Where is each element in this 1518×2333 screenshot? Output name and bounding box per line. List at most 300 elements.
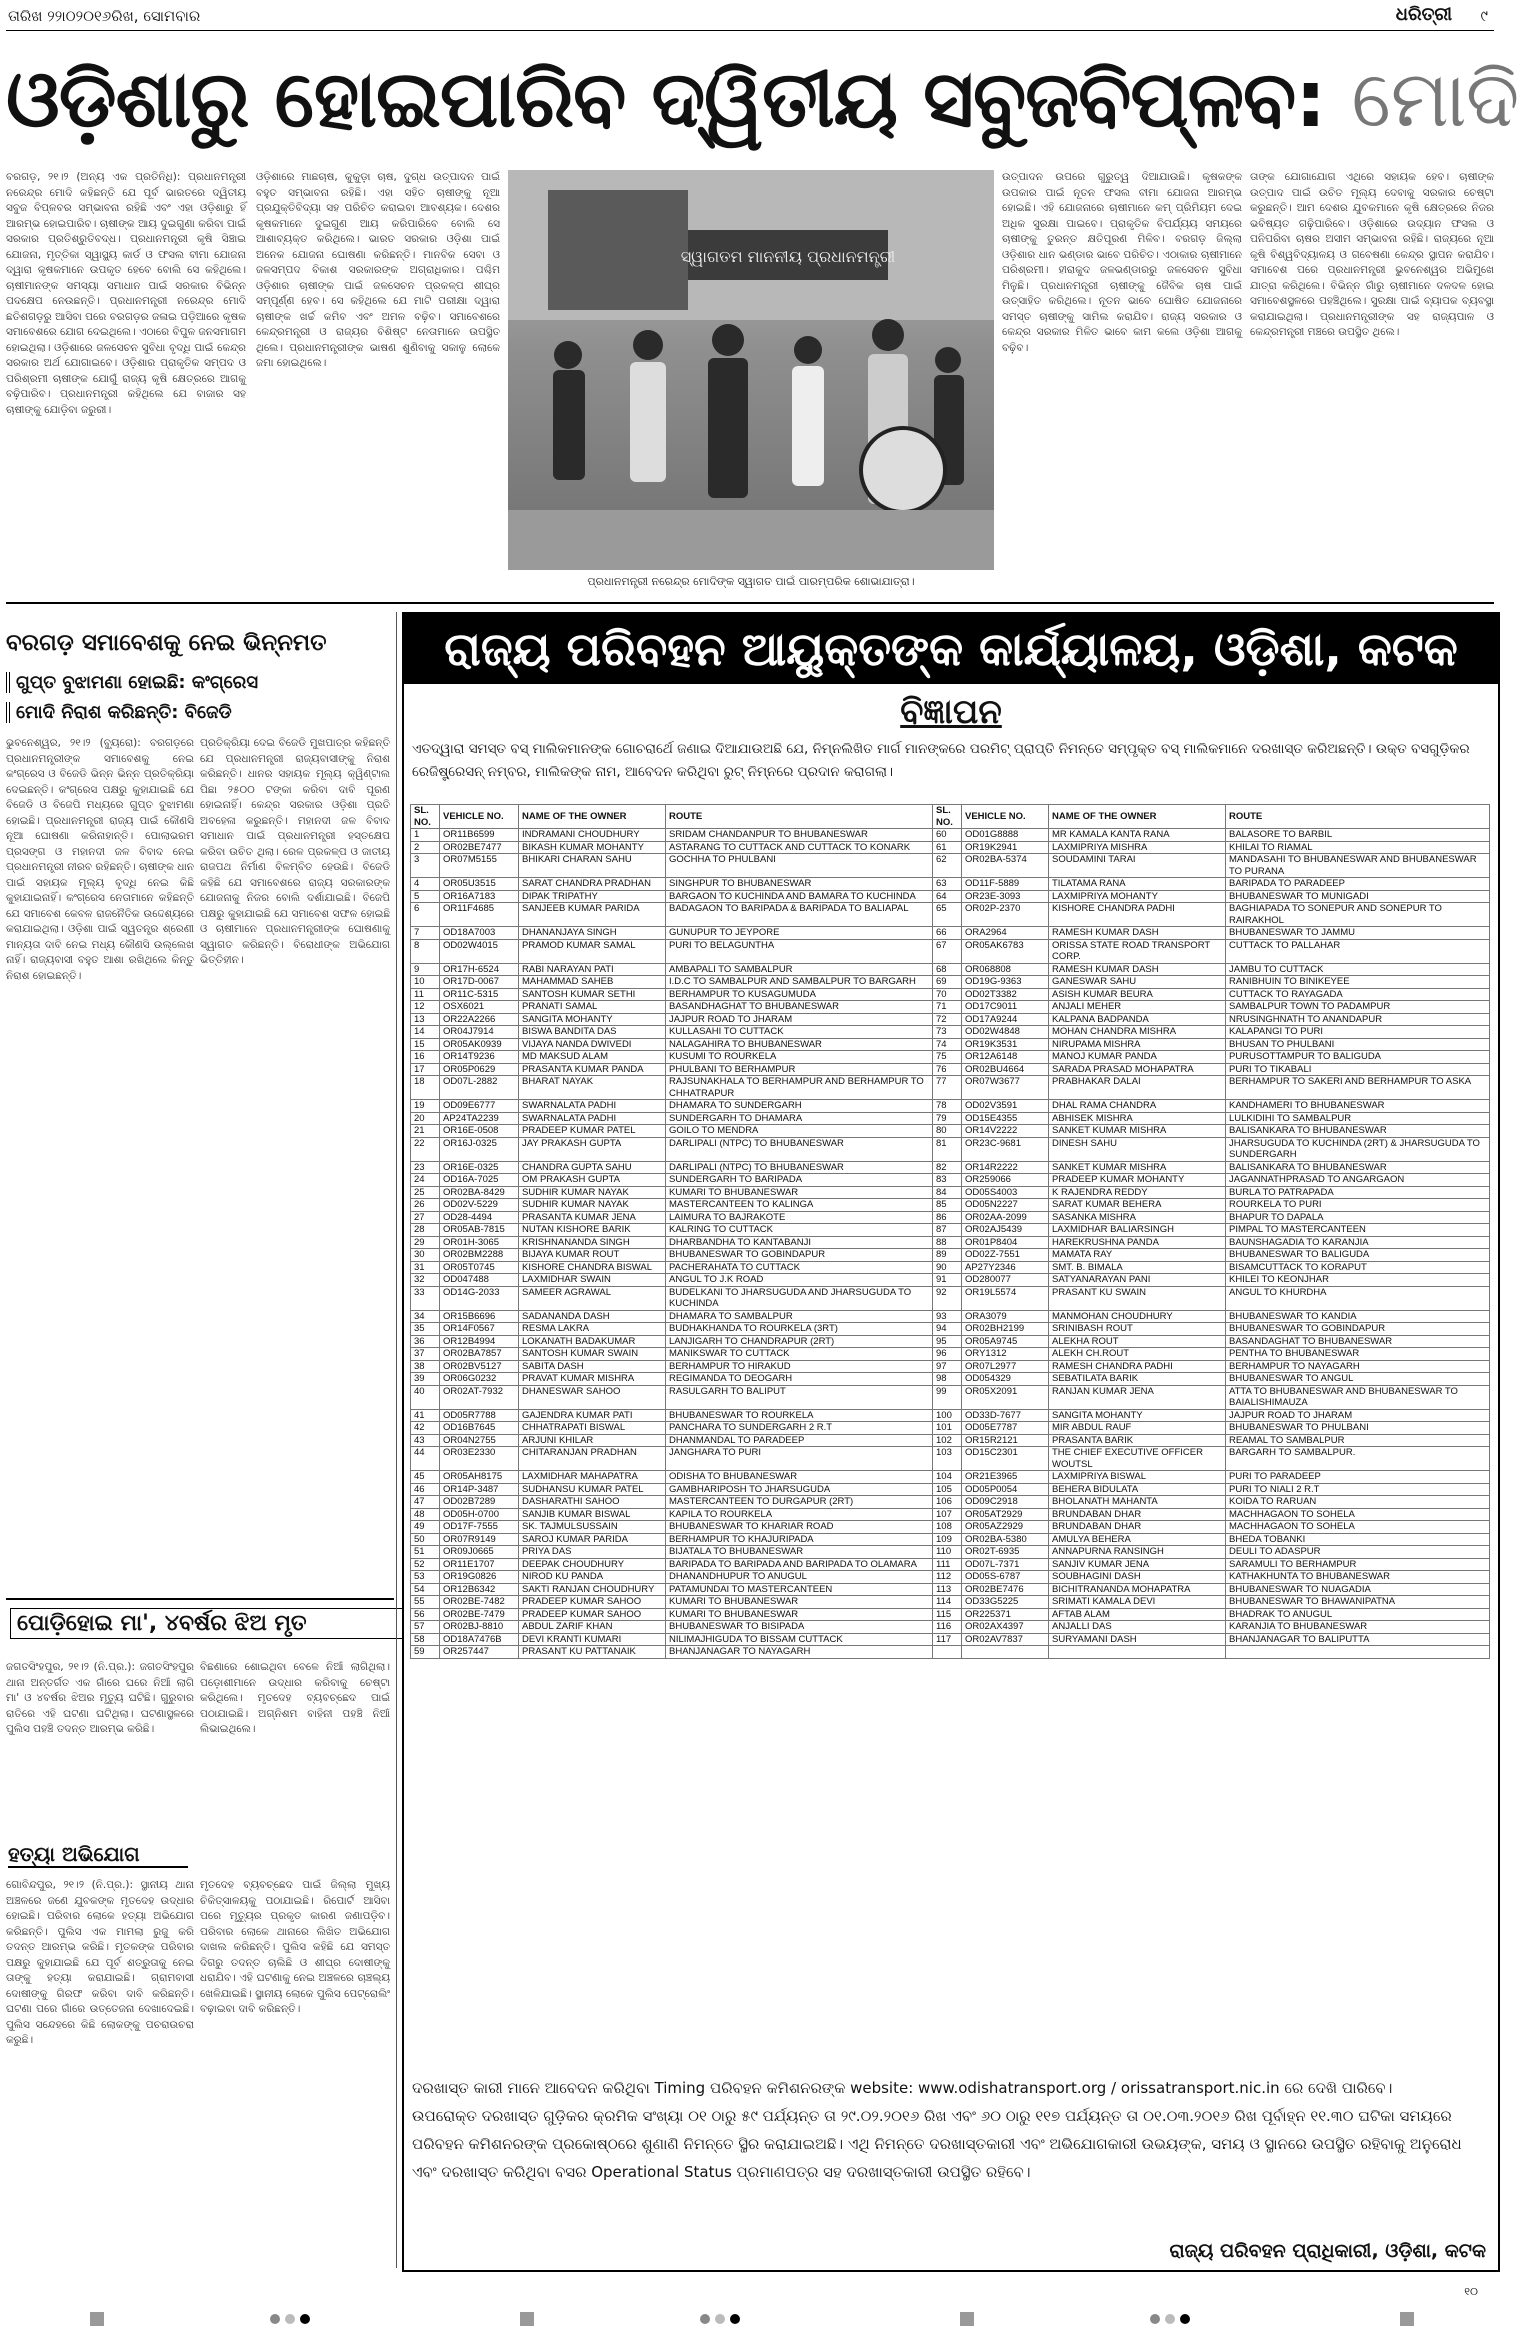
cell-owner-name: PRADEEP KUMAR MOHANTY (1049, 1174, 1226, 1187)
cell-vehicle-no: OR02AJ5439 (962, 1224, 1049, 1237)
cell-owner-name: PRASANT KU SWAIN (1049, 1286, 1226, 1310)
cell-vehicle-no: OD07L-2882 (440, 1076, 519, 1100)
cell-sl-no: 112 (933, 1571, 962, 1584)
cell-vehicle-no: OD17C9011 (962, 1001, 1049, 1014)
cell-vehicle-no: OD18A7003 (440, 927, 519, 940)
permit-table-row (411, 1335, 1490, 1348)
cell-sl-no: 33 (411, 1286, 440, 1310)
permit-table-row (411, 1621, 1490, 1634)
cell-sl-no: 72 (933, 1013, 962, 1026)
cell-route: MASTERCANTEEN TO DURGAPUR (2RT) (666, 1496, 933, 1509)
cell-sl-no: 113 (933, 1583, 962, 1596)
cell-owner-name: DHAL RAMA CHANDRA (1049, 1100, 1226, 1113)
cell-sl-no: 91 (933, 1274, 962, 1287)
cell-owner-name: LAXMIDHAR BALIARSINGH (1049, 1224, 1226, 1237)
cell-route: KATHAKHUNTA TO BHUBANESWAR (1226, 1571, 1490, 1584)
cell-sl-no: 42 (411, 1422, 440, 1435)
welcome-banner: ସ୍ୱାଗତମ ମାନନୀୟ ପ୍ରଧାନମନ୍ତ୍ରୀ (680, 247, 896, 266)
story3-title: ହତ୍ୟା ଅଭିଯୋଗ (8, 1842, 188, 1868)
cell-sl-no: 83 (933, 1174, 962, 1187)
cell-vehicle-no: OR14F0567 (440, 1323, 519, 1336)
cell-route: GOCHHA TO PHULBANI (666, 854, 933, 878)
cell-vehicle-no: OR14T9236 (440, 1051, 519, 1064)
cell-sl-no: 55 (411, 1596, 440, 1609)
cell-vehicle-no: OD14G-2033 (440, 1286, 519, 1310)
cell-owner-name: BHARAT NAYAK (519, 1076, 666, 1100)
cell-route: DHAMARA TO SUNDERGARH (666, 1100, 933, 1113)
cell-route: MACHHAGAON TO SOHELA (1226, 1521, 1490, 1534)
cell-route: CUTTACK TO PALLAHAR (1226, 939, 1490, 963)
cell-owner-name: SAROJ KUMAR PARIDA (519, 1533, 666, 1546)
cell-vehicle-no: OR05AB-7815 (440, 1224, 519, 1237)
cell-sl-no: 65 (933, 903, 962, 927)
cell-owner-name: SRINIBASH ROUT (1049, 1323, 1226, 1336)
masthead-bar (6, 4, 1494, 31)
cell-vehicle-no: OR11E1707 (440, 1558, 519, 1571)
permit-table-row (411, 1001, 1490, 1014)
cell-vehicle-no: OD05S-6787 (962, 1571, 1049, 1584)
cell-owner-name: BISWA BANDITA DAS (519, 1026, 666, 1039)
cell-vehicle-no: OD15C2301 (962, 1447, 1049, 1471)
cell-vehicle-no: OR23E-3093 (962, 890, 1049, 903)
cell-sl-no: 60 (933, 829, 962, 842)
cell-owner-name: LAXMIPRIYA MISHRA (1049, 841, 1226, 854)
cell-route: BHUSAN TO PHULBANI (1226, 1038, 1490, 1051)
permit-table-row (411, 1076, 1490, 1100)
cell-vehicle-no: AP27Y2346 (962, 1261, 1049, 1274)
cell-vehicle-no: OR12A6148 (962, 1051, 1049, 1064)
cell-owner-name: BHIKARI CHARAN SAHU (519, 854, 666, 878)
cell-vehicle-no: OR05AT2929 (962, 1508, 1049, 1521)
cell-owner-name: SAKTI RANJAN CHOUDHURY (519, 1583, 666, 1596)
cell-route: PANCHARA TO SUNDERGARH 2 R.T (666, 1422, 933, 1435)
cell-sl-no: 28 (411, 1224, 440, 1237)
cell-route: PATAMUNDAI TO MASTERCANTEEN (666, 1583, 933, 1596)
permit-table-row (411, 1521, 1490, 1534)
cell-owner-name: GANESWAR SAHU (1049, 976, 1226, 989)
permit-table-row (411, 1434, 1490, 1447)
cell-route: BALISANKARA TO BHUBANESWAR (1226, 1161, 1490, 1174)
cell-vehicle-no: OR07L2977 (962, 1360, 1049, 1373)
cell-owner-name: SADANANDA DASH (519, 1310, 666, 1323)
cell-sl-no: 44 (411, 1447, 440, 1471)
cell-sl-no: 31 (411, 1261, 440, 1274)
cell-sl-no: 38 (411, 1360, 440, 1373)
cell-vehicle-no: OR11F4685 (440, 903, 519, 927)
cell-sl-no: 36 (411, 1335, 440, 1348)
cell-vehicle-no: OR07M5155 (440, 854, 519, 878)
cell-vehicle-no: OSX6021 (440, 1001, 519, 1014)
cell-owner-name: SUDHIR KUMAR NAYAK (519, 1199, 666, 1212)
cell-route: BERHAMPUR TO HIRAKUD (666, 1360, 933, 1373)
permit-table-row (411, 890, 1490, 903)
cell-sl-no: 93 (933, 1310, 962, 1323)
cell-vehicle-no: OD02B7289 (440, 1496, 519, 1509)
cell-sl-no: 103 (933, 1447, 962, 1471)
cell-route: BHUBANESWAR TO GOBINDAPUR (666, 1249, 933, 1262)
cell-owner-name: MD MAKSUD ALAM (519, 1051, 666, 1064)
cell-vehicle-no: OR257447 (440, 1646, 519, 1659)
cell-owner-name: PRADEEP KUMAR SAHOO (519, 1596, 666, 1609)
page-code: ୧୦ (1464, 2285, 1478, 2298)
cell-sl-no: 50 (411, 1533, 440, 1546)
cell-route: BUDHAKHANDA TO ROURKELA (3RT) (666, 1323, 933, 1336)
cell-vehicle-no: OD01G8888 (962, 829, 1049, 842)
cell-sl-no: 63 (933, 878, 962, 891)
cell-vehicle-no: OD17F-7555 (440, 1521, 519, 1534)
cell-vehicle-no: OR05X2091 (962, 1385, 1049, 1409)
cell-owner-name: SANTOSH KUMAR SWAIN (519, 1348, 666, 1361)
cell-sl-no: 116 (933, 1621, 962, 1634)
permit-table-row (411, 841, 1490, 854)
cell-owner-name: VIJAYA NANDA DWIVEDI (519, 1038, 666, 1051)
cell-owner-name: DHANANJAYA SINGH (519, 927, 666, 940)
cell-route: JHARSUGUDA TO KUCHINDA (2RT) & JHARSUGUDA TO SUNDERGARH (1226, 1137, 1490, 1161)
cell-sl-no: 94 (933, 1323, 962, 1336)
permit-table-row (411, 1508, 1490, 1521)
cell-vehicle-no: OD05N2227 (962, 1199, 1049, 1212)
ad-signature: ରାଜ୍ୟ ପରିବହନ ପ୍ରାଧିକାରୀ, ଓଡ଼ିଶା, କଟକ (1169, 2240, 1486, 2262)
cell-route: SUNDERGARH TO DHAMARA (666, 1112, 933, 1125)
cell-route: MASTERCANTEEN TO KALINGA (666, 1199, 933, 1212)
cell-vehicle-no: OR15B6696 (440, 1310, 519, 1323)
cell-vehicle-no: OR05A9745 (962, 1335, 1049, 1348)
cell-sl-no: 81 (933, 1137, 962, 1161)
cell-route: BHEDA TOBANKI (1226, 1533, 1490, 1546)
cell-route: BHUBANESWAR TO ANGUL (1226, 1373, 1490, 1386)
cell-vehicle-no: OD07L-7371 (962, 1558, 1049, 1571)
cell-owner-name: MOHAN CHANDRA MISHRA (1049, 1026, 1226, 1039)
cell-route: NALAGAHIRA TO BHUBANESWAR (666, 1038, 933, 1051)
cell-owner-name: BRUNDABAN DHAR (1049, 1508, 1226, 1521)
cell-route: BHUBANESWAR TO JAMMU (1226, 927, 1490, 940)
cell-sl-no: 115 (933, 1608, 962, 1621)
cell-sl-no: 98 (933, 1373, 962, 1386)
permit-table-row (411, 903, 1490, 927)
cell-vehicle-no: OR19K2941 (962, 841, 1049, 854)
cell-vehicle-no: OR16J-0325 (440, 1137, 519, 1161)
permit-table-row (411, 988, 1490, 1001)
cell-vehicle-no: OR19K3531 (962, 1038, 1049, 1051)
cell-sl-no: 76 (933, 1063, 962, 1076)
cell-owner-name: INDRAMANI CHOUDHURY (519, 829, 666, 842)
permit-table-row (411, 963, 1490, 976)
cell-sl-no: 96 (933, 1348, 962, 1361)
cell-sl-no: 99 (933, 1385, 962, 1409)
cell-owner-name: RANJAN KUMAR JENA (1049, 1385, 1226, 1409)
permit-table-row (411, 1112, 1490, 1125)
cell-sl-no: 45 (411, 1471, 440, 1484)
cell-owner-name: NIRUPAMA MISHRA (1049, 1038, 1226, 1051)
cell-sl-no: 21 (411, 1125, 440, 1138)
cell-vehicle-no: OR02AX4397 (962, 1621, 1049, 1634)
cell-owner-name: BIKASH KUMAR MOHANTY (519, 841, 666, 854)
cell-sl-no: 35 (411, 1323, 440, 1336)
cell-owner-name: SANGITA MOHANTY (1049, 1409, 1226, 1422)
cell-owner-name: DHANESWAR SAHOO (519, 1385, 666, 1409)
cell-owner-name: SURYAMANI DASH (1049, 1633, 1226, 1646)
cell-owner-name: SANJEEB KUMAR PARIDA (519, 903, 666, 927)
permit-table-row (411, 1483, 1490, 1496)
cell-vehicle-no: OR14P-3487 (440, 1483, 519, 1496)
cell-vehicle-no: OD05R7788 (440, 1409, 519, 1422)
cell-owner-name: KISHORE CHANDRA PADHI (1049, 903, 1226, 927)
cell-vehicle-no: OR11B6599 (440, 829, 519, 842)
lead-story-col-2: ଓଡ଼ିଶାରେ ମାଛଚାଷ, କୁକୁଡ଼ା ଚାଷ, ଦୁଗ୍ଧ ଉତ୍ପାଦନ ପାଇଁ ବହୁତ ସମ୍ଭାବନା ରହିଛି। ଏହା ସହିତ ଚାଷୀଙ୍କୁ ନୂଆ ପ୍ରଯୁକ୍ତିବିଦ୍ୟା ସହ ପରିଚିତ କରାଇବା ଆବଶ୍ୟକ। ଦେଶର କୃଷକମାନେ ଦୁଇଗୁଣ ଆୟ କରିପାରିବେ ବୋଲି ସେ ଆଶାବ୍ୟକ୍ତ କରିଥିଲେ। ଭାରତ ସରକାର ଓଡ଼ିଶା ପାଇଁ ଅନେକ ଯୋଜନା ଘୋଷଣା କରିଛନ୍ତି। ମାନବିକ ସେବା ଓ ଜଳସମ୍ପଦ ବିକାଶ ସରକାରଙ୍କ ଅଗ୍ରାଧିକାର। ପଶ୍ଚିମ ଓଡ଼ିଶାର ଚାଷୀଙ୍କ ପାଇଁ ଜଳସେଚନ ପ୍ରକଳ୍ପ ଶୀଘ୍ର ସମ୍ପୂର୍ଣ୍ଣ ହେବ। ସେ କହିଥିଲେ ଯେ ମାଟି ପରୀକ୍ଷା ଦ୍ୱାରା ଚାଷୀଙ୍କ ଖର୍ଚ୍ଚ କମିବ ଏବଂ ଅମଳ ବଢ଼ିବ। ସମାବେଶରେ କେନ୍ଦ୍ରମନ୍ତ୍ରୀ ଓ ରାଜ୍ୟର ବିଶିଷ୍ଟ ନେତାମାନେ ଉପସ୍ଥିତ ଥିଲେ। ପ୍ରଧାନମନ୍ତ୍ରୀଙ୍କ ଭାଷଣ ଶୁଣିବାକୁ ସକାଳୁ ଲୋକେ ଜମା ହୋଇଥିଲେ। (256, 171, 500, 369)
cell-owner-name: SUDHANSU KUMAR PATEL (519, 1483, 666, 1496)
cell-route: BADAGAON TO BARIPADA & BARIPADA TO BALIAPAL (666, 903, 933, 927)
cell-sl-no: 82 (933, 1161, 962, 1174)
cell-route: BERHAMPUR TO NAYAGARH (1226, 1360, 1490, 1373)
cell-sl-no: 26 (411, 1199, 440, 1212)
cell-owner-name: ORISSA STATE ROAD TRANSPORT CORP. (1049, 939, 1226, 963)
cell-vehicle-no: OR11C-5315 (440, 988, 519, 1001)
cell-route: BHUBANESWAR TO PHULBANI (1226, 1422, 1490, 1435)
cell-route: SINGHPUR TO BHUBANESWAR (666, 878, 933, 891)
cell-sl-no: 30 (411, 1249, 440, 1262)
cell-route: BISAMCUTTACK TO KORAPUT (1226, 1261, 1490, 1274)
cell-route: REGIMANDA TO DEOGARH (666, 1373, 933, 1386)
cell-vehicle-no: OD09E6777 (440, 1100, 519, 1113)
cell-vehicle-no: OR02BA-5380 (962, 1533, 1049, 1546)
cell-route (1226, 1646, 1490, 1659)
cell-owner-name: SAMEER AGRAWAL (519, 1286, 666, 1310)
lead-story-col-1: ବରଗଡ଼, ୨୧।୨ (ଅନ୍ୟ ଏକ ପ୍ରତିନିଧି): ପ୍ରଧାନମନ୍ତ୍ରୀ ନରେନ୍ଦ୍ର ମୋଦି କହିଛନ୍ତି ଯେ ପୂର୍ବ ଭାରତରେ ଦ୍ୱିତୀୟ ସବୁଜ ବିପ୍ଳବର ସମ୍ଭାବନା ରହିଛି ଏବଂ ଏହା ଓଡ଼ିଶାରୁ ହିଁ ଆରମ୍ଭ ହୋଇପାରିବ। ଚାଷୀଙ୍କ ଆୟ ଦୁଇଗୁଣା କରିବା ପାଇଁ ସରକାର ପ୍ରତିଶ୍ରୁତିବଦ୍ଧ। ପ୍ରଧାନମନ୍ତ୍ରୀ କୃଷି ସିଞ୍ଚାଇ ଯୋଜନା, ମୃତ୍ତିକା ସ୍ୱାସ୍ଥ୍ୟ କାର୍ଡ ଓ ଫସଲ ବୀମା ଯୋଜନା ଦ୍ୱାରା କୃଷକମାନେ ଉପକୃତ ହେବେ ବୋଲି ସେ କହିଥିଲେ। ଚାଷୀମାନଙ୍କ ସମସ୍ୟା ସମାଧାନ ପାଇଁ ସରକାର ବିଭିନ୍ନ ପଦକ୍ଷେପ ନେଉଛନ୍ତି। ପ୍ରଧାନମନ୍ତ୍ରୀ ନରେନ୍ଦ୍ର ମୋଦି ଛତିଶଗଡ଼ରୁ ଆସିବା ପରେ ବରଗଡ଼ର ଜଳାଇ ପଡ଼ିଆରେ କୃଷକ ସମାବେଶରେ ଯୋଗ ଦେଇଥିଲେ। ଏଠାରେ ବିପୁଳ ଜନସମାଗମ ହୋଇଥିଲା। ଓଡ଼ିଶାରେ ଜଳସେଚନ ସୁବିଧା ବୃଦ୍ଧି ପାଇଁ କେନ୍ଦ୍ର ସରକାର ଅର୍ଥ ଯୋଗାଇବେ। ଓଡ଼ିଶାର ପ୍ରାକୃତିକ ସମ୍ପଦ ଓ ପରିଶ୍ରମୀ ଚାଷୀଙ୍କ ଯୋଗୁଁ ରାଜ୍ୟ କୃଷି କ୍ଷେତ୍ରରେ ଆଗକୁ ବଢ଼ିପାରିବ। ପ୍ରଧାନମନ୍ତ୍ରୀ କହିଥିଲେ ଯେ ବାଜାର ସହ ଚାଷୀଙ୍କୁ ଯୋଡ଼ିବା ଜରୁରୀ। (6, 171, 246, 416)
cell-sl-no: 40 (411, 1385, 440, 1409)
permit-table-row (411, 1471, 1490, 1484)
cell-route: SRIDAM CHANDANPUR TO BHUBANESWAR (666, 829, 933, 842)
cell-owner-name: LOKANATH BADAKUMAR (519, 1335, 666, 1348)
story3-col-2: ମୃତଦେହ ବ୍ୟବଚ୍ଛେଦ ପାଇଁ ଜିଲ୍ଲା ମୁଖ୍ୟ ଚିକିତ୍ସାଳୟକୁ ପଠାଯାଇଛି। ରିପୋର୍ଟ ଆସିବା ପରେ ମୃତ୍ୟୁର ପ୍ରକୃତ କାରଣ ଜଣାପଡ଼ିବ। ପରିବାର ଲୋକେ ଥାନାରେ ଲିଖିତ ଅଭିଯୋଗ ଦାଖଲ କରିଛନ୍ତି। ପୁଲିସ କହିଛି ଯେ ସମସ୍ତ ଦିଗରୁ ତଦନ୍ତ ଚାଲିଛି ଓ ଶୀଘ୍ର ଦୋଷୀଙ୍କୁ ଧରାଯିବ। ଏହି ଘଟଣାକୁ ନେଇ ଅଞ୍ଚଳରେ ଚାଞ୍ଚଲ୍ୟ ଖେଳିଯାଇଛି। ସ୍ଥାନୀୟ ଲୋକେ ପୁଲିସ ପେଟ୍ରୋଲିଂ ବଢ଼ାଇବା ଦାବି କରିଛନ୍ତି। (200, 1879, 390, 2015)
cell-sl-no: 4 (411, 878, 440, 891)
cell-route: PURUSOTTAMPUR TO BALIGUDA (1226, 1051, 1490, 1064)
cell-sl-no: 20 (411, 1112, 440, 1125)
cell-sl-no: 53 (411, 1571, 440, 1584)
cell-sl-no: 111 (933, 1558, 962, 1571)
cell-owner-name: ABDUL ZARIF KHAN (519, 1621, 666, 1634)
cell-vehicle-no: OR23C-9681 (962, 1137, 1049, 1161)
cell-route: KANDHAMERI TO BHUBANESWAR (1226, 1100, 1490, 1113)
cell-vehicle-no: OD05S4003 (962, 1186, 1049, 1199)
cell-sl-no: 13 (411, 1013, 440, 1026)
cell-owner-name: DIPAK TRIPATHY (519, 890, 666, 903)
permit-table-row (411, 1274, 1490, 1287)
cell-owner-name: SWARNALATA PADHI (519, 1100, 666, 1113)
cell-route: I.D.C TO SAMBALPUR AND SAMBALPUR TO BARGARH (666, 976, 933, 989)
cell-route: BUDELKANI TO JHARSUGUDA AND JHARSUGUDA TO KUCHINDA (666, 1286, 933, 1310)
cell-sl-no: 56 (411, 1608, 440, 1621)
cell-vehicle-no: OR16E-0325 (440, 1161, 519, 1174)
cell-sl-no: 101 (933, 1422, 962, 1435)
print-mark (1150, 2314, 1160, 2324)
print-mark (715, 2314, 725, 2324)
cell-owner-name: CHITARANJAN PRADHAN (519, 1447, 666, 1471)
cell-owner-name: ABHISEK MISHRA (1049, 1112, 1226, 1125)
permit-table-row (411, 1051, 1490, 1064)
cell-sl-no: 92 (933, 1286, 962, 1310)
permit-table-row (411, 1125, 1490, 1138)
permit-table-row (411, 1310, 1490, 1323)
cell-vehicle-no: OR14V2222 (962, 1125, 1049, 1138)
headline-name: ମୋଦି (1351, 55, 1518, 145)
cell-owner-name: THE CHIEF EXECUTIVE OFFICER WOUTSL (1049, 1447, 1226, 1471)
cell-owner-name: KALPANA BADPANDA (1049, 1013, 1226, 1026)
cell-vehicle-no: ORY1312 (962, 1348, 1049, 1361)
cell-route: JAMBU TO CUTTACK (1226, 963, 1490, 976)
permit-table-row (411, 1063, 1490, 1076)
cell-vehicle-no (962, 1646, 1049, 1659)
cell-sl-no: 69 (933, 976, 962, 989)
cell-sl-no: 17 (411, 1063, 440, 1076)
cell-owner-name: PRASANTA KUMAR PANDA (519, 1063, 666, 1076)
cell-owner-name: DASHARATHI SAHOO (519, 1496, 666, 1509)
cell-sl-no (933, 1646, 962, 1659)
cell-sl-no: 84 (933, 1186, 962, 1199)
permit-table-header (411, 805, 1490, 829)
cell-owner-name: SANKET KUMAR MISHRA (1049, 1161, 1226, 1174)
cell-route: REAMAL TO SAMBALPUR (1226, 1434, 1490, 1447)
cell-route: DHARBANDHA TO KANTABANJI (666, 1236, 933, 1249)
cell-owner-name: K RAJENDRA REDDY (1049, 1186, 1226, 1199)
photo-caption: ପ୍ରଧାନମନ୍ତ୍ରୀ ନରେନ୍ଦ୍ର ମୋଦିଙ୍କ ସ୍ୱାଗତ ପାଇଁ ପାରମ୍ପରିକ ଶୋଭାଯାତ୍ରା। (587, 575, 915, 588)
cell-route: ROURKELA TO PURI (1226, 1199, 1490, 1212)
cell-owner-name: DINESH SAHU (1049, 1137, 1226, 1161)
cell-vehicle-no: OR05AH8175 (440, 1471, 519, 1484)
cell-vehicle-no: OR07R9149 (440, 1533, 519, 1546)
cell-route: MACHHAGAON TO SOHELA (1226, 1508, 1490, 1521)
cell-vehicle-no: OD02W4015 (440, 939, 519, 963)
permit-table-row (411, 1447, 1490, 1471)
story3-col-1: ଗୋବିନ୍ଦପୁର, ୨୧।୨ (ନି.ପ୍ର.): ସ୍ଥାନୀୟ ଥାନା ଅଞ୍ଚଳରେ ଜଣେ ଯୁବକଙ୍କ ମୃତଦେହ ଉଦ୍ଧାର ହୋଇଛି। ପରିବାର ଲୋକେ ହତ୍ୟା ଅଭିଯୋଗ କରିଛନ୍ତି। ପୁଲିସ ଏକ ମାମଲା ରୁଜୁ କରି ତଦନ୍ତ ଆରମ୍ଭ କରିଛି। ମୃତକଙ୍କ ପରିବାର ପକ୍ଷରୁ କୁହାଯାଇଛି ଯେ ପୂର୍ବ ଶତ୍ରୁତାକୁ ନେଇ ତାଙ୍କୁ ହତ୍ୟା କରାଯାଇଛି। ଗ୍ରାମବାସୀ ଦୋଷୀଙ୍କୁ ଗିରଫ କରିବା ଦାବି କରିଛନ୍ତି। ଘଟଣା ପରେ ଗାଁରେ ଉତ୍ତେଜନା ଦେଖାଦେଇଛି। ପୁଲିସ ସନ୍ଦେହରେ କିଛି ଲୋକଙ୍କୁ ପଚରାଉଚରା କରୁଛି। (6, 1879, 194, 2046)
cell-route: DHANANDHUPUR TO ANUGUL (666, 1571, 933, 1584)
transport-advertisement (402, 612, 1500, 2272)
cell-sl-no: 41 (411, 1409, 440, 1422)
permit-table-row (411, 939, 1490, 963)
cell-route: BHADRAK TO ANUGUL (1226, 1608, 1490, 1621)
cell-owner-name: BICHITRANANDA MOHAPATRA (1049, 1583, 1226, 1596)
permit-table-row (411, 1385, 1490, 1409)
col-route: ROUTE (1226, 805, 1490, 829)
cell-route: KULLASAHI TO CUTTACK (666, 1026, 933, 1039)
permit-table-row (411, 1360, 1490, 1373)
cell-owner-name: SASANKA MISHRA (1049, 1211, 1226, 1224)
ad-header: ରାଜ୍ୟ ପରିବହନ ଆୟୁକ୍ତଙ୍କ କାର୍ଯ୍ୟାଳୟ, ଓଡ଼ିଶା, କଟକ (404, 614, 1498, 684)
cell-route: BHANJANAGAR TO BALIPUTTA (1226, 1633, 1490, 1646)
cell-route: ASTARANG TO CUTTACK AND CUTTACK TO KONARK (666, 841, 933, 854)
cell-vehicle-no: OD047488 (440, 1274, 519, 1287)
permit-table-row (411, 1161, 1490, 1174)
cell-sl-no: 43 (411, 1434, 440, 1447)
cell-sl-no: 114 (933, 1596, 962, 1609)
cell-route: NRUSINGHNATH TO ANANDAPUR (1226, 1013, 1490, 1026)
cell-sl-no: 7 (411, 927, 440, 940)
cell-sl-no: 97 (933, 1360, 962, 1373)
main-headline (6, 40, 1518, 160)
cell-owner-name: CHANDRA GUPTA SAHU (519, 1161, 666, 1174)
cell-owner-name: CHHATRAPATI BISWAL (519, 1422, 666, 1435)
page-number: ୯ (1480, 7, 1488, 25)
permit-table-row (411, 1323, 1490, 1336)
cell-sl-no: 77 (933, 1076, 962, 1100)
cell-sl-no: 117 (933, 1633, 962, 1646)
cell-owner-name: LAXMIDHAR SWAIN (519, 1274, 666, 1287)
cell-owner-name: SATYANARAYAN PANI (1049, 1274, 1226, 1287)
cell-route: KUMARI TO BHUBANESWAR (666, 1596, 933, 1609)
cell-owner-name: SANKET KUMAR MISHRA (1049, 1125, 1226, 1138)
cell-route: BALASORE TO BARBIL (1226, 829, 1490, 842)
cell-sl-no: 86 (933, 1211, 962, 1224)
cell-vehicle-no: OR19G0826 (440, 1571, 519, 1584)
cell-owner-name: NIROD KU PANDA (519, 1571, 666, 1584)
cell-owner-name: GAJENDRA KUMAR PATI (519, 1409, 666, 1422)
cell-owner-name: BEHERA BIDULATA (1049, 1483, 1226, 1496)
permit-table (410, 804, 1490, 1659)
cell-sl-no: 110 (933, 1546, 962, 1559)
print-mark (300, 2314, 310, 2324)
cell-vehicle-no: OR04N2755 (440, 1434, 519, 1447)
cell-vehicle-no: OR19L5574 (962, 1286, 1049, 1310)
cell-owner-name: LAXMIPRIYA MOHANTY (1049, 890, 1226, 903)
cell-route: DARLIPALI (NTPC) TO BHUBANESWAR (666, 1161, 933, 1174)
cell-owner-name: MANMOHAN CHOUDHURY (1049, 1310, 1226, 1323)
cell-owner-name: PRADEEP KUMAR SAHOO (519, 1608, 666, 1621)
cell-route: JAJPUR ROAD TO JHARAM (1226, 1409, 1490, 1422)
print-mark (1165, 2314, 1175, 2324)
col-sl: SL. NO. (411, 805, 440, 829)
cell-owner-name: SANJIB KUMAR BISWAL (519, 1508, 666, 1521)
permit-table-row (411, 1596, 1490, 1609)
cell-route: BARIPADA TO PARADEEP (1226, 878, 1490, 891)
permit-table-row (411, 927, 1490, 940)
cell-vehicle-no: OR22A2266 (440, 1013, 519, 1026)
cell-vehicle-no: OD19G-9363 (962, 976, 1049, 989)
section-divider (6, 602, 1494, 604)
cell-owner-name: PRASANTA BARIK (1049, 1434, 1226, 1447)
cell-route: MANIKSWAR TO CUTTACK (666, 1348, 933, 1361)
permit-table-row (411, 1199, 1490, 1212)
cell-sl-no: 6 (411, 903, 440, 927)
cell-route: KUSUMI TO ROURKELA (666, 1051, 933, 1064)
lead-story-col-3: ଉତ୍ପାଦନ ଉପରେ ଗୁରୁତ୍ୱ ଦିଆଯାଉଛି। କୃଷକଙ୍କ ଉପକାର ପାଇଁ ନୂତନ ଫସଲ ବୀମା ଯୋଜନା ଆରମ୍ଭ ହୋଇଛି। ଏହି ଯୋଜନାରେ ଚାଷୀମାନେ କମ୍ ପ୍ରିମିୟମ ଦେଇ ଅଧିକ ସୁରକ୍ଷା ପାଇବେ। ପ୍ରାକୃତିକ ବିପର୍ଯ୍ୟୟ ସମୟରେ ଚାଷୀଙ୍କୁ ତୁରନ୍ତ କ୍ଷତିପୂରଣ ମିଳିବ। ବରଗଡ଼ ଜିଲ୍ଲା ଓଡ଼ିଶାର ଧାନ ଭଣ୍ଡାର ଭାବେ ପରିଚିତ। ଏଠାକାର ଚାଷୀମାନେ ପରିଶ୍ରମୀ। ହୀରାକୁଦ ଜଳଭଣ୍ଡାରରୁ ଜଳସେଚନ ସୁବିଧା ମିଳୁଛି। ପ୍ରଧାନମନ୍ତ୍ରୀ ଚାଷୀଙ୍କୁ ଜୈବିକ ଚାଷ ପାଇଁ ଉତ୍ସାହିତ କରିଥିଲେ। ନୂତନ ଭାବେ ଘୋଷିତ ଯୋଜନାରେ ସମସ୍ତ ଚାଷୀଙ୍କୁ ସାମିଲ କରାଯିବ। ରାଜ୍ୟ ସରକାର ଓ କେନ୍ଦ୍ର ସରକାର ମିଳିତ ଭାବେ କାମ କଲେ ଓଡ଼ିଶା ଆଗକୁ ବଢ଼ିବ। (1002, 171, 1242, 354)
permit-table-row (411, 854, 1490, 878)
cell-owner-name: SARAT KUMAR BEHERA (1049, 1199, 1226, 1212)
cell-owner-name: NUTAN KISHORE BARIK (519, 1224, 666, 1237)
cell-vehicle-no: OR02BA7857 (440, 1348, 519, 1361)
cell-owner-name: PRIYA DAS (519, 1546, 666, 1559)
cell-route: BIJATALA TO BHUBANESWAR (666, 1546, 933, 1559)
cell-route: MANDASAHI TO BHUBANESWAR AND BHUBANESWAR TO PURANA (1226, 854, 1490, 878)
cell-sl-no: 106 (933, 1496, 962, 1509)
cell-sl-no: 54 (411, 1583, 440, 1596)
col-route: ROUTE (666, 805, 933, 829)
cell-sl-no: 3 (411, 854, 440, 878)
permit-table-row (411, 1646, 1490, 1659)
cell-sl-no: 23 (411, 1161, 440, 1174)
permit-table-row (411, 1100, 1490, 1113)
cell-sl-no: 64 (933, 890, 962, 903)
side-story-subhead-1: ଗୁପ୍ତ ବୁଝାମଣା ହୋଇଛି: କଂଗ୍ରେସ (6, 672, 396, 693)
cell-sl-no: 85 (933, 1199, 962, 1212)
permit-table-row (411, 1633, 1490, 1646)
cell-route: BHUBANESWAR TO BALIGUDA (1226, 1249, 1490, 1262)
cell-vehicle-no: ORA3079 (962, 1310, 1049, 1323)
cell-owner-name: SOUBHAGINI DASH (1049, 1571, 1226, 1584)
cell-sl-no: 39 (411, 1373, 440, 1386)
headline-main: ଓଡ଼ିଶାରୁ ହୋଇପାରିବ ଦ୍ୱିତୀୟ ସବୁଜବିପ୍ଳବ: (6, 55, 1352, 145)
cell-owner-name: ALEKH CH.ROUT (1049, 1348, 1226, 1361)
cell-route: GUNUPUR TO JEYPORE (666, 927, 933, 940)
cell-vehicle-no: OD09C2918 (962, 1496, 1049, 1509)
